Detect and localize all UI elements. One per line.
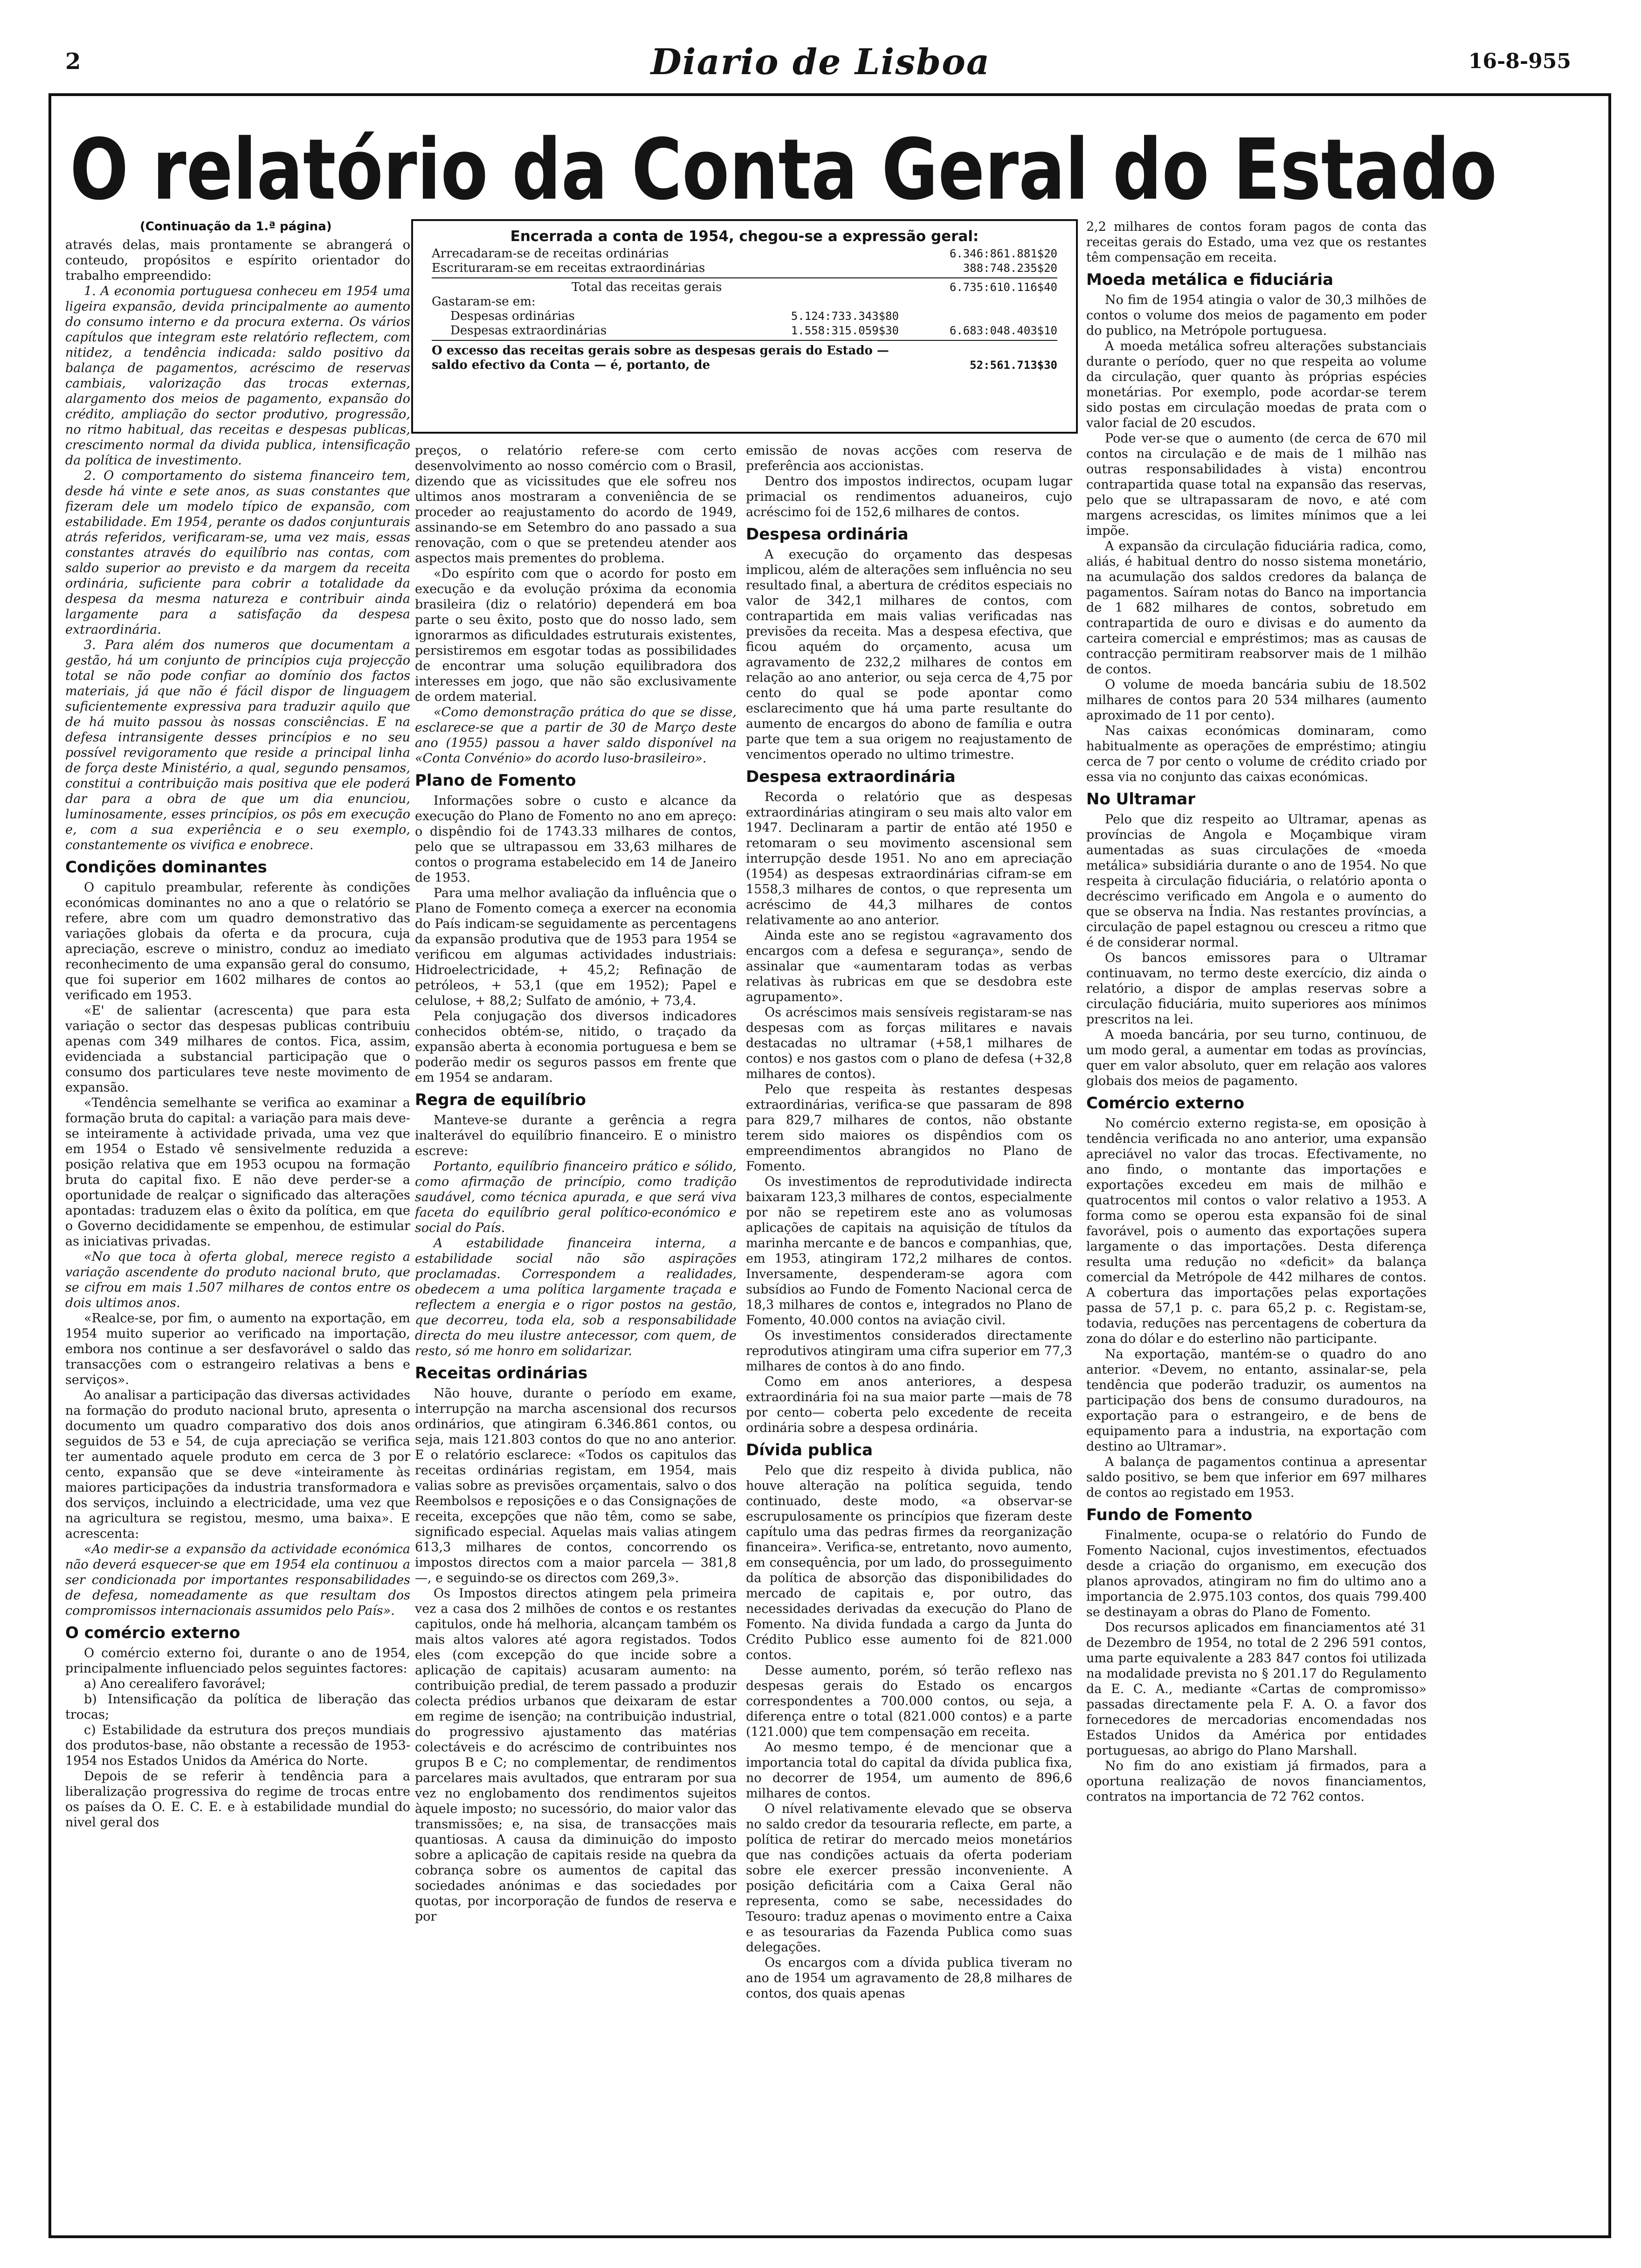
paragraph: 1. A economia portuguesa conheceu em 1954 uma ligeira expansão, devida principalmente ao aumento do consumo interno e da procura externa. Os vários capítulos que integram este relatório reflectem, com nitidez, a tendência indicada: saldo positivo da balança de pagamentos, acréscimo de reservas cambiais, valorização das trocas externas, alargamento dos meios de pagamento, expansão do crédito, ampliação do sector produtivo, progressão, no ritmo habitual, das receitas e despesas publicas, crescimento normal da divida publica, intensificação da política de investimento. [65, 284, 410, 468]
paragraph: Informações sobre o custo e alcance da execução do Plano de Fomento no ano em apreço: o dispêndio foi de 1743.33 milhares de contos, pelo que se ultrapassou em 33,63 milhares de contos o programa estabelecido em 14 de Janeiro de 1953. [415, 794, 737, 885]
row-label: Arrecadaram-se de receitas ordinárias [432, 247, 669, 261]
paragraph: preços, o relatório refere-se com certo desenvolvimento ao nosso comércio com o Brasil, dizendo que as vicissitudes que ele sofreu nos ultimos anos mostraram a conveniência de se proceder ao reajustamento do acordo de 1949, assinando-se em Setembro do ano passado a sua renovação, com o que se pretendeu atender aos aspectos mais prementes do problema. [415, 443, 737, 566]
page-number: 2 [65, 48, 81, 75]
section-heading: Despesa ordinária [746, 525, 909, 544]
row-value [917, 295, 1057, 309]
result-value: 52:561.713$30 [970, 359, 1057, 372]
summary-box [411, 219, 1078, 434]
section-heading: O comércio externo [65, 1624, 241, 1642]
paragraph: Nas caixas económicas dominaram, como habitualmente as operações de empréstimo; atingiu cerca de 7 por cento o volume de crédito criado por essa via no conjunto das caixas económicas. [1086, 724, 1427, 784]
paragraph: b) Intensificação da política de liberação das trocas; [65, 1692, 410, 1722]
paragraph: A execução do orçamento das despesas implicou, além de alterações sem influência no seu resultado final, a abertura de créditos especiais no valor de 342,1 milhares de contos, com contrapartida em mais valias verificadas nas previsões da receita. Mas a despesa efectiva, que ficou aquém do orçamento, acusa um agravamento de 232,2 milhares de contos em relação ao ano anterior, ou seja cerca de 4,75 por cento do qual se pode apontar como esclarecimento que há uma parte resultante do aumento de encargos do abono de família e outra parte que tem a sua origem no reajustamento de vencimentos operado no ultimo trimestre. [746, 547, 1072, 762]
summary-row [432, 295, 1057, 309]
paragraph: Pela conjugação dos diversos indicadores conhecidos obtém-se, nitido, o traçado da expansão aberta à economia portuguesa e bem se poderão medir os seguros passos em frente que em 1954 se andaram. [415, 1009, 737, 1085]
paragraph: Pode ver-se que o aumento (de cerca de 670 mil contos na circulação e de mais de 1 milhão nas outras responsabilidades à vista) encontrou contrapartida quase total na expansão das reservas, pelo que se ultrapassaram de novo, e até com margens acrescidas, os limites mínimos que a lei impõe. [1086, 431, 1427, 538]
summary-row [432, 309, 1057, 324]
paragraph: Portanto, equilíbrio financeiro prático e sólido, como afirmação de princípio, como tradição saudável, como técnica apurada, e que será viva faceta do equilíbrio geral político-económico e social do País. [415, 1159, 737, 1235]
paragraph: Dentro dos impostos indirectos, ocupam lugar primacial os rendimentos aduaneiros, cujo acréscimo foi de 152,6 milhares de contos. [746, 474, 1072, 519]
section-heading: Regra de equilíbrio [415, 1091, 586, 1109]
row-value: 6.683:048.403$10 [949, 324, 1057, 337]
row-value: 6.735:610.116$40 [949, 281, 1057, 294]
row-value: 6.346:861.881$20 [949, 247, 1057, 260]
paragraph: a) Ano cerealifero favorável; [84, 1677, 266, 1691]
paragraph: O volume de moeda bancária subiu de 18.502 milhares de contos para 20 534 milhares (aumento aproximado de 11 por cento). [1086, 678, 1427, 723]
paragraph: Pelo que diz respeito ao Ultramar, apenas as províncias de Angola e Moçambique viram aumentadas as suas circulações de «moeda metálica» subsidiária durante o ano de 1954. No que respeita à circulação fiduciária, o relatório aponta o decréscimo verificado em Angola e o aumento do que se observa na Índia. Nas restantes províncias, a circulação de papel estagnou ou cresceu a ritmo que é de considerar normal. [1086, 812, 1427, 950]
summary-box-title: Encerrada a conta de 1954, chegou-se a expressão geral: [510, 228, 979, 245]
paragraph: No fim do ano existiam já firmados, para a oportuna realização de novos financiamentos, contratos na importancia de 72 762 contos. [1086, 1759, 1427, 1804]
paragraph: 2,2 milhares de contos foram pagos de conta das receitas gerais do Estado, uma vez que os restantes têm compensação em receita. [1086, 220, 1427, 265]
paragraph: Finalmente, ocupa-se o relatório do Fundo de Fomento Nacional, cujos investimentos, efectuados desde a criação do organismo, em execução dos planos aprovados, atingiram no fim do ultimo ano a importancia de 2.975.103 contos, dos quais 799.400 se destinayam a obras do Plano de Fomento. [1086, 1528, 1427, 1619]
section-heading: Fundo de Fomento [1086, 1506, 1253, 1524]
row-label: Despesas extraordinárias [450, 324, 607, 338]
paragraph: Ao analisar a participação das diversas actividades na formação do produto nacional bruto, apresenta o documento um quadro comparativo dos dois anos seguidos de 53 e 54, de cuja apreciação se verifica ter aumentado aquele produto em cerca de 3 por cento, expansão que se deve «inteiramente às maiores participações da industria transformadora e dos serviços, incluindo a electricidade, uma vez que na agricultura se registou, mesmo, uma baixa». E acrescenta: [65, 1388, 410, 1541]
paragraph: Os acréscimos mais sensíveis registaram-se nas despesas com as forças militares e navais destacadas no ultramar (+58,1 milhares de contos) e nos gastos com o plano de defesa (+32,8 milhares de contos). [746, 1005, 1072, 1081]
paragraph: «Realce-se, por fim, o aumento na exportação, em 1954 muito superior ao verificado na importação, embora nos continue a ser desfavorável o saldo das transacções com o estrangeiro relativas a bens e serviços». [65, 1311, 410, 1387]
paragraph: No fim de 1954 atingia o valor de 30,3 milhões de contos o volume dos meios de pagamento em poder do publico, na Metrópole portuguesa. [1086, 293, 1427, 338]
paragraph: A estabilidade financeira interna, a estabilidade social não são aspirações proclamadas. Correspondem a realidades, obedecem a uma política largamente traçada e reflectem a energia e o rigor postos na gestão, que decorreu, toda ela, sob a responsabilidade directa do meu ilustre antecessor, com quem, de resto, só me honro em solidarizar. [415, 1236, 737, 1358]
paragraph: emissão de novas acções com reserva de preferência aos accionistas. [746, 443, 1072, 473]
paragraph: A moeda bancária, por seu turno, continuou, de um modo geral, a aumentar em todas as províncias, quer em valor absoluto, quer em relação aos valores globais dos meios de pagamento. [1086, 1028, 1427, 1088]
paragraph: Ao mesmo tempo, é de mencionar que a importancia total do capital da dívida publica fixa, no decorrer de 1954, um aumento de 896,6 milhares de contos. [746, 1740, 1072, 1801]
paragraph: «No que toca à oferta global, merece registo a variação ascendente do produto nacional bruto, que se cifrou em mais 1.507 milhares de contos entre os dois ultimos anos. [65, 1250, 410, 1310]
paragraph: A moeda metálica sofreu alterações substanciais durante o período, quer no que respeita ao volume da circulação, quer quanto às próprias espécies monetárias. Por exemplo, pode acordar-se terem sido postas em circulação moedas de prata com o valor facial de 20 escudos. [1086, 339, 1427, 430]
masthead-title: Diario de Lisboa [650, 41, 991, 83]
paragraph: «Do espírito com que o acordo for posto em execução e da evolução próxima da economia brasileira (diz o relatório) dependerá em boa parte o seu êxito, posto que do nosso lado, sem ignorarmos as dificuldades estruturais existentes, persistiremos em esgotar todas as possibilidades de encontrar uma solução equilibradora dos interesses em jogo, que não são exclusivamente de ordem material. [415, 567, 737, 704]
section-heading: Dívida publica [746, 1441, 873, 1459]
paragraph: «E' de salientar (acrescenta) que para esta variação o sector das despesas publicas contribuiu apenas com 349 milhares de contos. Fica, assim, evidenciada a substancial participação que o consumo dos particulares teve neste movimento de expansão. [65, 1003, 410, 1095]
paragraph: Ainda este ano se registou «agravamento dos encargos com a defesa e segurança», sendo de assinalar que «aumentaram todas as verbas relativas às rubricas em que se desdobra este agrupamento». [746, 928, 1072, 1004]
divider [432, 340, 1057, 341]
paragraph: Os investimentos considerados directamente reprodutivos atingiram uma cifra superior em 77,3 milhares de contos à do ano findo. [746, 1328, 1072, 1374]
result-label: O excesso das receitas gerais sobre as despesas gerais do Estado — saldo efectivo da Conta — é, portanto, de [432, 344, 889, 372]
column-4 [1086, 219, 1427, 2224]
paragraph: Desse aumento, porém, só terão reflexo nas despesas gerais do Estado os encargos correspondentes a 700.000 contos, ou seja, a diferença entre o total (821.000 contos) e a parte (121.000) que tem compensação em receita. [746, 1663, 1072, 1739]
paragraph: Pelo que respeita às restantes despesas extraordinárias, verifica-se que passaram de 898 para 829,7 milhares de contos, não obstante terem sido maiores os dispêndios com os empreendimentos abrangidos no Plano de Fomento. [746, 1082, 1072, 1174]
paragraph: O capitulo preambular, referente às condições económicas dominantes no ano a que o relatório se refere, abre com um quadro demonstrativo das variações globais da oferta e da procura, cuja apreciação, escreve o ministro, conduz ao imediato reconhecimento de uma expansão geral do consumo, que foi superior em 1602 milhares de contos ao verificado em 1953. [65, 880, 410, 1003]
section-heading: Plano de Fomento [415, 771, 576, 790]
column-2 [415, 443, 737, 2224]
paragraph: O comércio externo foi, durante o ano de 1954, principalmente influenciado pelos seguintes factores: [65, 1646, 410, 1676]
section-heading: Receitas ordinárias [415, 1364, 588, 1383]
paragraph: 3. Para além dos numeros que documentam a gestão, há um conjunto de princípios cuja projecção total se não pode confiar ao domínio dos factos materiais, já que não é fácil dispor de linguagem suficientemente expressiva para traduzir aquilo que de há muito passou às nossas consciências. E na defesa intransigente desses princípios e no seu possível revigoramento que reside a principal linha de força deste Ministério, a qual, segundo pensamos, constitui a contribuição mais positiva que ele poderá dar para a obra de que um dia enunciou, luminosamente, esses princípios, os pôs em execução e, com a sua experiência e o seu exemplo, constantemente os vivifica e enobrece. [65, 638, 410, 852]
paragraph: Depois de se referir à tendência para a liberalização progressiva do regime de trocas entre os países da O. E. C. E. e à estabilidade mundial do nivel geral dos [65, 1769, 410, 1830]
row-label: Despesas ordinárias [450, 309, 575, 323]
column-3 [746, 443, 1072, 2224]
section-heading: No Ultramar [1086, 790, 1196, 809]
section-heading: Despesa extraordinária [746, 768, 956, 786]
paragraph: Os investimentos de reprodutividade indirecta baixaram 123,3 milhares de contos, especialmente por não se repetirem este ano as volumosas aplicações de capitais na aquisição de títulos da marinha mercante e de bancos e companhias, que, em 1953, atingiram 172,2 milhares de contos. Inversamente, despenderam-se agora com subsídios ao Fundo de Fomento Nacional cerca de 18,3 milhares de contos e, integrados no Plano de Fomento, 40.000 contos na aviação civil. [746, 1175, 1072, 1328]
summary-row [432, 247, 1057, 261]
summary-result [432, 344, 1057, 373]
divider [432, 277, 1057, 278]
row-label: Escrituraram-se em receitas extraordinárias [432, 261, 705, 275]
summary-row [432, 280, 1057, 295]
section-heading: Condições dominantes [65, 858, 267, 877]
paragraph: Recorda o relatório que as despesas extraordinárias atingiram o seu mais alto valor em 1947. Declinaram a partir de então até 1950 e retomaram o seu movimento ascensional sem interrupção desde 1951. No ano em apreciação (1954) as despesas extraordinárias cifram-se em 1558,3 milhares de contos, o que representa um acréscimo de 44,3 milhares de contos relativamente ao ano anterior. [746, 790, 1072, 927]
summary-row [432, 261, 1057, 276]
paragraph: Para uma melhor avaliação da influência que o Plano de Fomento começa a exercer na economia do País indicam-se seguidamente as percentagens da expansão produtiva que de 1953 para 1954 se verificou em algumas actividades industriais: Hidroelectricidade, + 45,2; Refinação de petróleos, + 53,1 (que em 1952); Papel e celulose, + 88,2; Sulfato de amónio, + 73,4. [415, 886, 737, 1008]
row-label: Gastaram-se em: [432, 295, 536, 309]
paragraph: através delas, mais prontamente se abrangerá o conteudo, propósitos e espírito orientador do trabalho empreendido: [65, 238, 410, 283]
paragraph: «Tendência semelhante se verifica ao examinar a formação bruta do capital: a variação para mais deve-se inteiramente à actividade privada, uma vez que em 1954 o Estado vê sensivelmente reduzida a posição relativa que em 1953 ocupou na formação bruta do capital fixo. E não deve perder-se a oportunidade de realçar o significado das alterações apontadas: traduzem elas o êxito da política, em que o Governo decididamente se empenhou, de estimular as iniciativas privadas. [65, 1096, 410, 1249]
paragraph: Pelo que diz respeito à divida publica, não houve alteração na política seguida, tendo continuado, deste modo, «a observar-se escrupulosamente os princípios que fizeram deste capítulo uma das pedras firmes da reorganização financeira». Verifica-se, entretanto, novo aumento, em consequência, por um lado, do prosseguimento da política de absorção das disponibilidades do mercado de capitais e, por outro, das necessidades derivadas da execução do Plano de Fomento. Na divida fundada a cargo da Junta do Crédito Publico esse aumento foi de 821.000 contos. [746, 1463, 1072, 1662]
paragraph: «Como demonstração prática do que se disse, esclarece-se que a partir de 30 de Março deste ano (1955) passou a haver saldo disponível na «Conta Convénio» do acordo luso-brasileiro». [415, 705, 737, 766]
issue-date: 16-8-955 [1468, 49, 1571, 73]
section-heading: Comércio externo [1086, 1094, 1245, 1113]
paragraph: Não houve, durante o período em exame, interrupção na marcha ascensional dos recursos ordinários, que atingiram 6.346.861 contos, ou seja, mais 121.803 contos do que no ano anterior. E o relatório esclarece: «Todos os capitulos das receitas ordinárias registam, em 1954, mais valias sobre as previsões orçamentais, salvo o dos Reembolsos e reposições e o das Consignações de receita, excepções que não têm, como se sabe, significado especial. Aquelas mais valias atingem 613,3 milhares de contos, concorrendo os impostos directos com a maior parcela — 381,8 —, e seguindo-se os directos com 269,3». [415, 1386, 737, 1585]
continuation-note: (Continuação da 1.ª página) [140, 220, 332, 234]
headline: O relatório da Conta Geral do Estado [70, 121, 1497, 219]
paragraph: Na exportação, mantém-se o quadro do ano anterior. «Devem, no entanto, assinalar-se, pela tendência que poderão traduzir, os aumentos na participação dos bens de consumo duradouros, na exportação para o estrangeiro, e de bens de equipamento para a industria, na exportação com destino ao Ultramar». [1086, 1347, 1427, 1454]
paragraph: 2. O comportamento do sistema financeiro tem, desde há vinte e sete anos, as suas constantes que fizeram dele um modelo típico de expansão, com estabilidade. Em 1954, perante os dados conjunturais atrás referidos, verificaram-se, uma vez mais, essas constantes através do equilíbrio nas contas, com saldo superior ao previsto e da margem da receita ordinária, suficiente para cobrir a totalidade da despesa da mesma natureza e contribuir ainda largamente para a satisfação da despesa extraordinária. [65, 469, 410, 637]
paragraph: O nível relativamente elevado que se observa no saldo credor da tesouraria reflecte, em parte, a política de retirar do mercado meios monetários que nas condições actuais da oferta poderiam sobre ele exercer pressão inconveniente. A posição deficitária com a Caixa Geral não representa, como se sabe, necessidades do Tesouro: traduz apenas o movimento entre a Caixa e as tesourarias da Fazenda Publica como suas delegações. [746, 1802, 1072, 1955]
paragraph: Manteve-se durante a gerência a regra inalterável do equilíbrio financeiro. E o ministro escreve: [415, 1113, 737, 1158]
row-value: 1.558:315.059$30 [791, 324, 899, 337]
paragraph: Os Impostos directos atingem pela primeira vez a casa dos 2 milhões de contos e os restantes capitulos, onde há melhoria, alcançam também os mais altos valores até agora registados. Todos eles (com excepção do que incide sobre a aplicação de capitais) acusaram aumento: na contribuição predial, de terem passado a produzir colecta prédios urbanos que deixaram de estar em regime de isenção; na contribuição industrial, do progressivo ajustamento das matérias colectáveis e do acréscimo de contribuintes nos grupos B e C; no complementar, de rendimentos parcelares mais avultados, que entraram por sua vez no englobamento dos rendimentos sujeitos àquele imposto; no sucessório, do maior valor das transmissões; e, na sisa, de transacções mais quantiosas. A causa da diminuição do imposto sobre a aplicação de capitais reside na quebra da cobrança sobre os aumentos de capital das sociedades anónimas e das sociedades por quotas, por incorporação de fundos de reserva e por [415, 1586, 737, 1924]
paragraph: A expansão da circulação fiduciária radica, como, aliás, é habitual dentro do nosso sistema monetário, na acumulação dos saldos credores da balança de pagamentos. Saíram notas do Banco na importancia de 1 682 milhares de contos, sobretudo em contrapartida de ouro e divisas e do aumento da carteira comercial e empréstimos; mas as causas de contracção permitiram reabsorver mais de 1 milhão de contos. [1086, 539, 1427, 677]
row-value: 388:748.235$20 [963, 262, 1057, 275]
section-heading: Moeda metálica e fiduciária [1086, 270, 1334, 289]
paragraph: Os encargos com a dívida publica tiveram no ano de 1954 um agravamento de 28,8 milhares de contos, dos quais apenas [746, 1956, 1072, 2001]
paragraph: «Ao medir-se a expansão da actividade económica não deverá esquecer-se que em 1954 ela continuou a ser condicionada por importantes responsabilidades de defesa, nomeadamente as que resultam dos compromissos internacionais assumidos pelo País». [65, 1542, 410, 1618]
paragraph: Dos recursos aplicados em financiamentos até 31 de Dezembro de 1954, no total de 2 296 591 contos, uma parte equivalente a 283 847 contos foi utilizada na modalidade prevista no § 201.17 do Regulamento da E. C. A., mediante «Cartas de compromisso» passadas directamente pela F. A. O. a favor dos fornecedores de mercadorias encomendadas nos Estados Unidos da América por entidades portuguesas, ao abrigo do Plano Marshall. [1086, 1620, 1427, 1758]
row-label: Total das receitas gerais [572, 280, 722, 294]
paragraph: c) Estabilidade da estrutura dos preços mundiais dos produtos-base, não obstante a recessão de 1953-1954 nos Estados Unidos da América do Norte. [65, 1723, 410, 1768]
paragraph: Os bancos emissores para o Ultramar continuavam, no termo deste exercício, diz ainda o relatório, a dispor de amplas reservas sobre a circulação fiduciária, muito superiores aos mínimos prescritos na lei. [1086, 951, 1427, 1027]
paragraph: A balança de pagamentos continua a apresentar saldo positivo, se bem que inferior em 697 milhares de contos ao registado em 1953. [1086, 1455, 1427, 1500]
row-value: 5.124:733.343$80 [791, 310, 899, 323]
column-1 [65, 219, 410, 2224]
paragraph: No comércio externo regista-se, em oposição à tendência verificada no ano anterior, uma expansão apreciável no valor das trocas. Efectivamente, no ano findo, o montante das importações e exportações excedeu em mais de milhão e quatrocentos mil contos o valor relativo a 1953. A forma como se operou esta expansão foi de sinal favorável, pois o aumento das exportações supera largamente o das importações. Desta diferença resulta uma redução no «deficit» da balança comercial da Metrópole de 442 milhares de contos. A cobertura das importações pelas exportações passa de 57,1 p. c. para 65,2 p. c. Registam-se, todavia, reduções nas percentagens de cobertura da zona do dólar e do esterlino não participante. [1086, 1116, 1427, 1346]
paragraph: Como em anos anteriores, a despesa extraordinária foi na sua maior parte —mais de 78 por cento— coberta pelo excedente de receita ordinária sobre a despesa ordinária. [746, 1375, 1072, 1435]
